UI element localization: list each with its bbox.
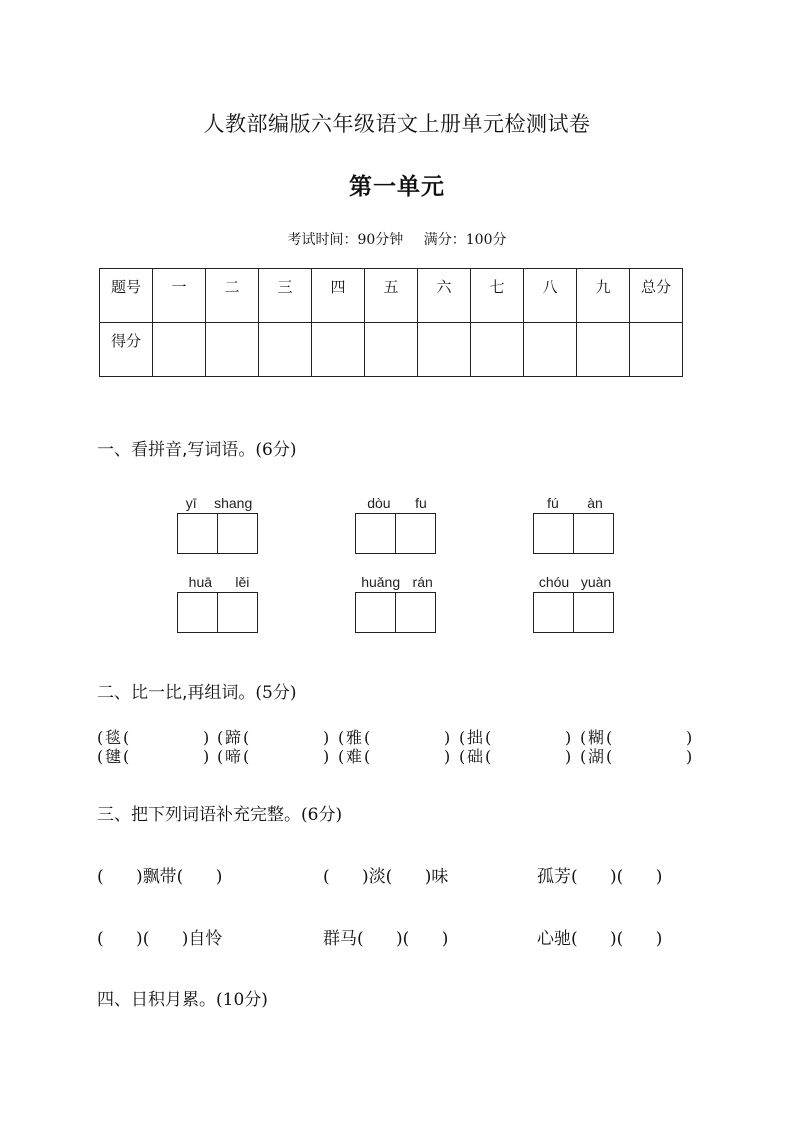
compare-char: 拙	[467, 728, 484, 747]
score-table	[99, 268, 683, 377]
compare-char: 础	[467, 747, 484, 766]
answer-blank[interactable]: (	[485, 728, 492, 747]
answer-blank[interactable]: (	[606, 728, 613, 747]
fill-in-item[interactable]: 心驰( )( )	[537, 929, 663, 949]
compare-group: ( 雅 ( ) ( 难 ( )	[338, 728, 451, 766]
compare-char: 糊	[588, 728, 605, 747]
compare-char: 毽	[105, 747, 122, 766]
brace-icon: (	[338, 728, 345, 747]
writing-box[interactable]	[574, 513, 614, 554]
brace-icon: (	[97, 747, 104, 766]
score-cell[interactable]	[259, 323, 312, 377]
score-cell[interactable]	[206, 323, 259, 377]
compare-char: 啼	[225, 747, 242, 766]
pinyin-item	[533, 493, 617, 554]
table-cell: 八	[524, 269, 577, 323]
pinyin: dòu	[367, 495, 391, 511]
table-cell: 九	[577, 269, 630, 323]
brace-icon: (	[580, 728, 587, 747]
writing-box[interactable]	[218, 513, 258, 554]
table-cell: 一	[153, 269, 206, 323]
writing-box[interactable]	[574, 592, 614, 633]
answer-blank[interactable]: (	[243, 747, 250, 766]
section1-heading: 一、看拼音,写词语。	[97, 440, 256, 460]
exam-time: 考试时间：90分钟	[287, 232, 404, 248]
pinyin-item	[355, 493, 439, 554]
answer-blank[interactable]: (	[243, 728, 250, 747]
pinyin: fú	[547, 495, 559, 511]
writing-box[interactable]	[355, 513, 396, 554]
brace-icon: (	[459, 728, 466, 747]
section2-heading: 二、比一比,再组词。	[97, 683, 256, 703]
brace-icon: (	[97, 728, 104, 747]
score-cell[interactable]	[577, 323, 630, 377]
table-cell: 得分	[100, 323, 153, 377]
writing-box[interactable]	[218, 592, 258, 633]
section2-points: (5分)	[255, 683, 297, 703]
fill-in-item[interactable]: ( )淡( )味	[323, 867, 449, 887]
pinyin: shang	[214, 495, 253, 511]
compare-char: 雅	[346, 728, 363, 747]
writing-box[interactable]	[177, 513, 218, 554]
fill-in-item[interactable]: 孤芳( )( )	[537, 867, 663, 887]
unit-title: 第一单元	[349, 173, 445, 200]
brace-icon: (	[217, 728, 224, 747]
writing-box[interactable]	[177, 592, 218, 633]
fill-in-item[interactable]: ( )飘带( )	[97, 867, 223, 887]
pinyin: yī	[185, 495, 197, 511]
section4-points: (10分)	[216, 990, 268, 1010]
score-table-header-row	[100, 269, 683, 323]
compare-group: ( 毯 ( ) ( 毽 ( )	[97, 728, 210, 766]
writing-box[interactable]	[396, 592, 436, 633]
score-cell[interactable]	[365, 323, 418, 377]
compare-group: ( 糊 ( ) ( 湖 ( )	[580, 728, 693, 766]
table-cell: 二	[206, 269, 259, 323]
writing-box[interactable]	[533, 592, 574, 633]
section4-heading: 四、日积月累。	[97, 990, 216, 1010]
compare-char: 毯	[105, 728, 122, 747]
section2-title	[97, 678, 297, 703]
brace-icon: (	[217, 747, 224, 766]
table-cell: 三	[259, 269, 312, 323]
pinyin: huǎng	[361, 574, 401, 590]
compare-char: 难	[346, 747, 363, 766]
pinyin: àn	[587, 495, 603, 511]
table-cell: 题号	[100, 269, 153, 323]
answer-blank[interactable]: (	[606, 747, 613, 766]
score-cell[interactable]	[418, 323, 471, 377]
brace-icon: (	[338, 747, 345, 766]
score-cell[interactable]	[312, 323, 365, 377]
table-cell: 五	[365, 269, 418, 323]
pinyin-item	[355, 572, 439, 633]
brace-icon: (	[459, 747, 466, 766]
pinyin-item	[177, 493, 261, 554]
compare-char: 蹄	[225, 728, 242, 747]
answer-blank[interactable]: (	[364, 728, 371, 747]
table-cell: 总分	[630, 269, 683, 323]
pinyin: yuàn	[580, 574, 612, 590]
pinyin: chóu	[538, 574, 570, 590]
compare-char: 湖	[588, 747, 605, 766]
section1-points: (6分)	[255, 440, 297, 460]
fill-in-item[interactable]: ( )( )自怜	[97, 929, 223, 949]
pinyin: rán	[412, 574, 433, 590]
answer-blank[interactable]: (	[123, 728, 130, 747]
answer-blank[interactable]: (	[123, 747, 130, 766]
exam-title: 人教部编版六年级语文上册单元检测试卷	[203, 112, 591, 136]
score-table-score-row	[100, 323, 683, 377]
table-cell: 四	[312, 269, 365, 323]
section3-title	[97, 800, 342, 825]
section3-points: (6分)	[301, 805, 343, 825]
score-cell[interactable]	[630, 323, 683, 377]
pinyin: lěi	[235, 574, 250, 590]
answer-blank[interactable]: (	[364, 747, 371, 766]
table-cell: 六	[418, 269, 471, 323]
exam-info	[0, 229, 794, 249]
writing-box[interactable]	[396, 513, 436, 554]
pinyin-item	[177, 572, 261, 633]
section1-title	[97, 435, 297, 460]
full-score: 满分：100分	[423, 232, 507, 248]
compare-group: ( 蹄 ( ) ( 啼 ( )	[217, 728, 330, 766]
fill-in-item[interactable]: 群马( )( )	[323, 929, 449, 949]
score-cell[interactable]	[153, 323, 206, 377]
answer-blank[interactable]: (	[485, 747, 492, 766]
pinyin: fu	[415, 495, 427, 511]
section3-heading: 三、把下列词语补充完整。	[97, 805, 301, 825]
writing-box[interactable]	[533, 513, 574, 554]
section4-title	[97, 985, 268, 1010]
score-cell[interactable]	[471, 323, 524, 377]
compare-group: ( 拙 ( ) ( 础 ( )	[459, 728, 572, 766]
brace-icon: (	[580, 747, 587, 766]
score-cell[interactable]	[524, 323, 577, 377]
writing-box[interactable]	[355, 592, 396, 633]
pinyin: huā	[188, 574, 213, 590]
table-cell: 七	[471, 269, 524, 323]
pinyin-item	[533, 572, 617, 633]
